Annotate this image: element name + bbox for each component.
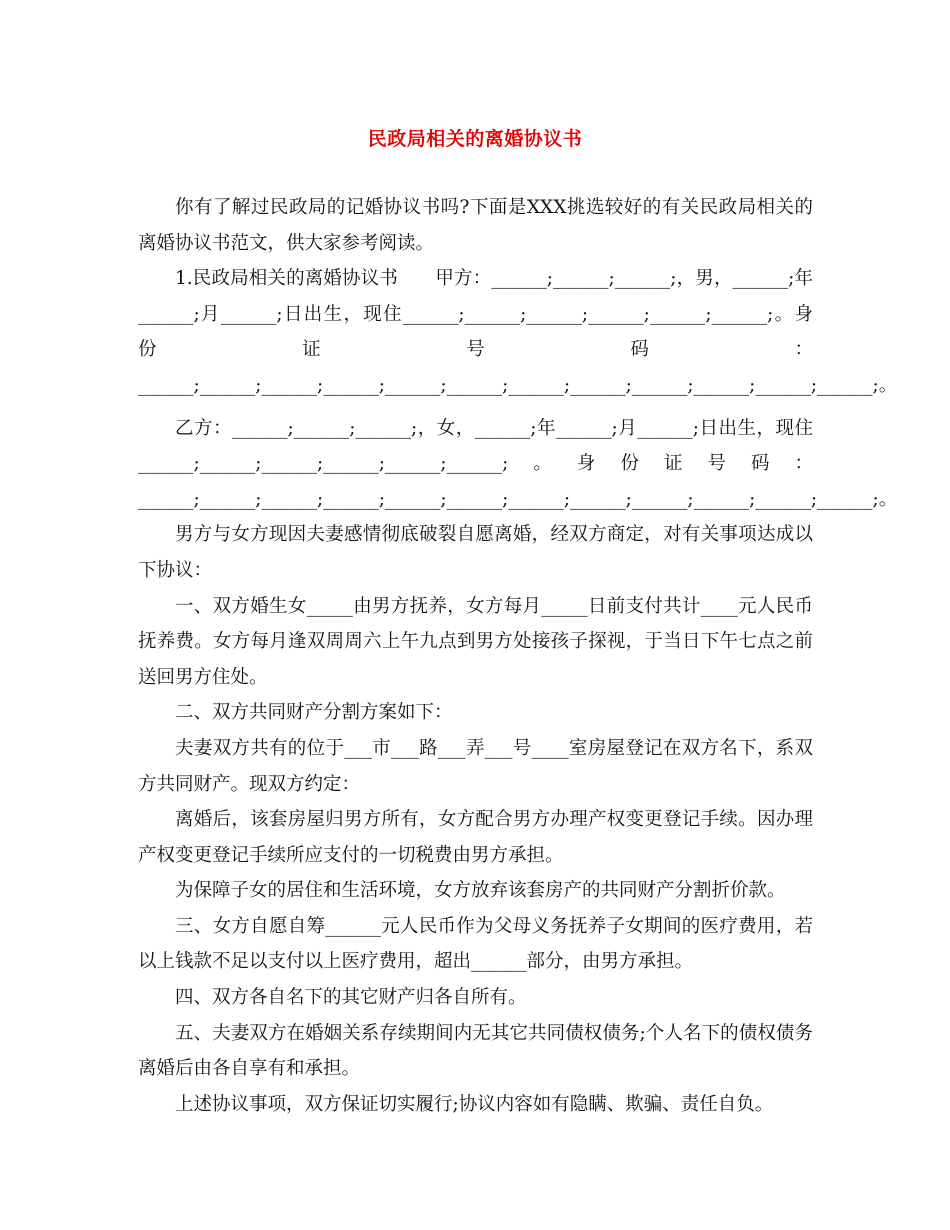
clause-3-paragraph: 三、女方自愿自筹______元人民币作为父母义务抚养子女期间的医疗费用，若以上钱款不足以支付以上医疗费用，超出______部分，由男方承担。 (138, 915, 813, 973)
clause-4-paragraph: 四、双方各自名下的其它财产归各自所有。 (175, 987, 527, 1009)
document-title: 民政局相关的离婚协议书 (367, 128, 583, 150)
property-paragraph: 夫妻双方共有的位于___市___路___弄___号____室房屋登记在双方名下，系双方共同财产。现双方约定： (138, 737, 813, 795)
party-a-paragraph: 1.民政局相关的离婚协议书 甲方：______;______;______;，男，______;年______;月______;日出生，现住______;______;______;______;______;______;。身份证号码：______;______;______;______;______;______;______;______;______;______;______;______;。 (138, 268, 898, 396)
intro-paragraph: 你有了解过民政局的记婚协议书吗?下面是XXX挑选较好的有关民政局相关的离婚协议书范文，供大家参考阅读。 (138, 197, 813, 254)
agreement-intro-paragraph: 男方与女方现因夫妻感情彻底破裂自愿离婚，经双方商定，对有关事项达成以下协议： (138, 524, 813, 581)
document-body (138, 190, 898, 1122)
clause-2-heading: 二、双方共同财产分割方案如下： (175, 702, 453, 724)
party-b-paragraph: 乙方：______;______;______;，女，______;年______;月______;日出生，现住______;______;______;______;______;______;。身份证号码：______;______;______;______;______;______;______;______;______;______;______;______;。 (138, 417, 898, 510)
closing-paragraph: 上述协议事项，双方保证切实履行;协议内容如有隐瞒、欺骗、责任自负。 (175, 1093, 774, 1115)
clause-5-paragraph: 五、夫妻双方在婚姻关系存续期间内无其它共同债权债务;个人名下的债权债务离婚后由各自享有和承担。 (138, 1022, 813, 1080)
clause-1-paragraph: 一、双方婚生女_____由男方抚养，女方每月_____日前支付共计____元人民币抚养费。女方每月逢双周周六上午九点到男方处接孩子探视，于当日下午七点之前送回男方住处。 (138, 595, 813, 688)
property-waiver-paragraph: 为保障子女的居住和生活环境，女方放弃该套房产的共同财产分割折价款。 (175, 880, 786, 902)
property-transfer-paragraph: 离婚后，该套房屋归男方所有，女方配合男方办理产权变更登记手续。因办理产权变更登记手续所应支付的一切税费由男方承担。 (138, 809, 813, 866)
